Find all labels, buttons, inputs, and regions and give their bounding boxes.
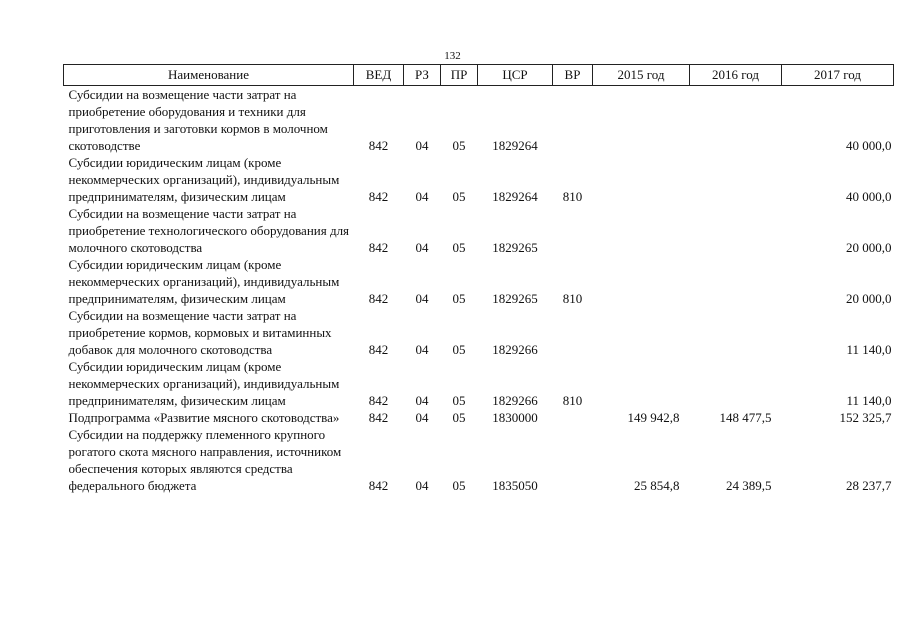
table-row [64, 426, 894, 494]
row-2017: 11 140,0 [846, 342, 892, 357]
row-name: Субсидии юридическим лицам (кроме некоммерческих организаций), индивидуальным предпринимателям, физическим лицам [68, 155, 340, 204]
row-rz: 04 [415, 138, 429, 153]
header-ved: ВЕД [354, 65, 404, 86]
row-2015 [593, 154, 690, 205]
table-row [64, 409, 894, 426]
row-ved: 842 [368, 342, 389, 357]
row-csr: 1829265 [492, 240, 538, 255]
table-row [64, 205, 894, 256]
row-name: Субсидии на возмещение части затрат на приобретение оборудования и техники для приготовления и заготовки кормов в молочном скотоводстве [68, 87, 328, 153]
row-rz: 04 [415, 410, 429, 425]
row-csr: 1829266 [492, 393, 538, 408]
row-name: Субсидии юридическим лицам (кроме некоммерческих организаций), индивидуальным предпринимателям, физическим лицам [68, 257, 340, 306]
header-rz: РЗ [404, 65, 441, 86]
row-2017: 40 000,0 [846, 138, 892, 153]
row-2015 [593, 205, 690, 256]
table-row [64, 154, 894, 205]
row-2016: 148 477,5 [719, 410, 772, 425]
row-vr [553, 426, 593, 494]
row-ved: 842 [368, 478, 389, 493]
row-csr: 1830000 [492, 410, 538, 425]
header-csr: ЦСР [478, 65, 553, 86]
header-2015: 2015 год [593, 65, 690, 86]
row-2016 [690, 86, 782, 155]
row-pr: 05 [452, 189, 466, 204]
header-vr: ВР [553, 65, 593, 86]
row-2015: 25 854,8 [634, 478, 680, 493]
page-number: 132 [444, 50, 461, 62]
row-csr: 1829266 [492, 342, 538, 357]
row-pr: 05 [452, 410, 466, 425]
header-pr: ПР [441, 65, 478, 86]
row-csr: 1829265 [492, 291, 538, 306]
row-ved: 842 [368, 240, 389, 255]
row-name: Субсидии на поддержку племенного крупного рогатого скота мясного направления, источником обеспечения которых являются средства федерального бюджета [68, 427, 342, 493]
row-rz: 04 [415, 393, 429, 408]
row-pr: 05 [452, 478, 466, 493]
row-2016 [690, 256, 782, 307]
table-row [64, 86, 894, 155]
table-header [64, 65, 894, 86]
row-2016 [690, 205, 782, 256]
row-2016 [690, 154, 782, 205]
row-ved: 842 [368, 410, 389, 425]
row-vr [553, 86, 593, 155]
row-2017: 28 237,7 [846, 478, 892, 493]
row-pr: 05 [452, 138, 466, 153]
row-2016 [690, 358, 782, 409]
row-2017: 152 325,7 [839, 410, 892, 425]
table-row [64, 307, 894, 358]
row-rz: 04 [415, 189, 429, 204]
table-row [64, 256, 894, 307]
row-2015: 149 942,8 [627, 410, 680, 425]
row-2016 [690, 307, 782, 358]
row-ved: 842 [368, 291, 389, 306]
row-name: Субсидии юридическим лицам (кроме некоммерческих организаций), индивидуальным предпринимателям, физическим лицам [68, 359, 340, 408]
header-name: Наименование [64, 65, 354, 86]
row-name: Подпрограмма «Развитие мясного скотоводства» [68, 410, 340, 425]
row-ved: 842 [368, 189, 389, 204]
row-2017: 40 000,0 [846, 189, 892, 204]
row-pr: 05 [452, 240, 466, 255]
row-2016: 24 389,5 [726, 478, 772, 493]
row-vr: 810 [562, 189, 583, 204]
row-csr: 1835050 [492, 478, 538, 493]
row-name: Субсидии на возмещение части затрат на приобретение технологического оборудования для молочного скотоводства [68, 206, 350, 255]
row-vr [553, 205, 593, 256]
row-pr: 05 [452, 393, 466, 408]
row-csr: 1829264 [492, 138, 538, 153]
row-pr: 05 [452, 342, 466, 357]
row-csr: 1829264 [492, 189, 538, 204]
row-pr: 05 [452, 291, 466, 306]
row-2015 [593, 358, 690, 409]
row-rz: 04 [415, 291, 429, 306]
row-ved: 842 [368, 138, 389, 153]
row-2017: 11 140,0 [846, 393, 892, 408]
row-vr: 810 [562, 291, 583, 306]
row-rz: 04 [415, 240, 429, 255]
budget-table [63, 64, 894, 494]
row-2015 [593, 256, 690, 307]
row-rz: 04 [415, 478, 429, 493]
row-2015 [593, 86, 690, 155]
row-vr: 810 [562, 393, 583, 408]
row-vr [553, 409, 593, 426]
header-2016: 2016 год [690, 65, 782, 86]
row-name: Субсидии на возмещение части затрат на приобретение кормов, кормовых и витаминных добавок для молочного скотоводства [68, 308, 332, 357]
table-row [64, 358, 894, 409]
row-2017: 20 000,0 [846, 240, 892, 255]
row-rz: 04 [415, 342, 429, 357]
row-vr [553, 307, 593, 358]
row-2015 [593, 307, 690, 358]
row-2017: 20 000,0 [846, 291, 892, 306]
row-ved: 842 [368, 393, 389, 408]
header-2017: 2017 год [782, 65, 894, 86]
